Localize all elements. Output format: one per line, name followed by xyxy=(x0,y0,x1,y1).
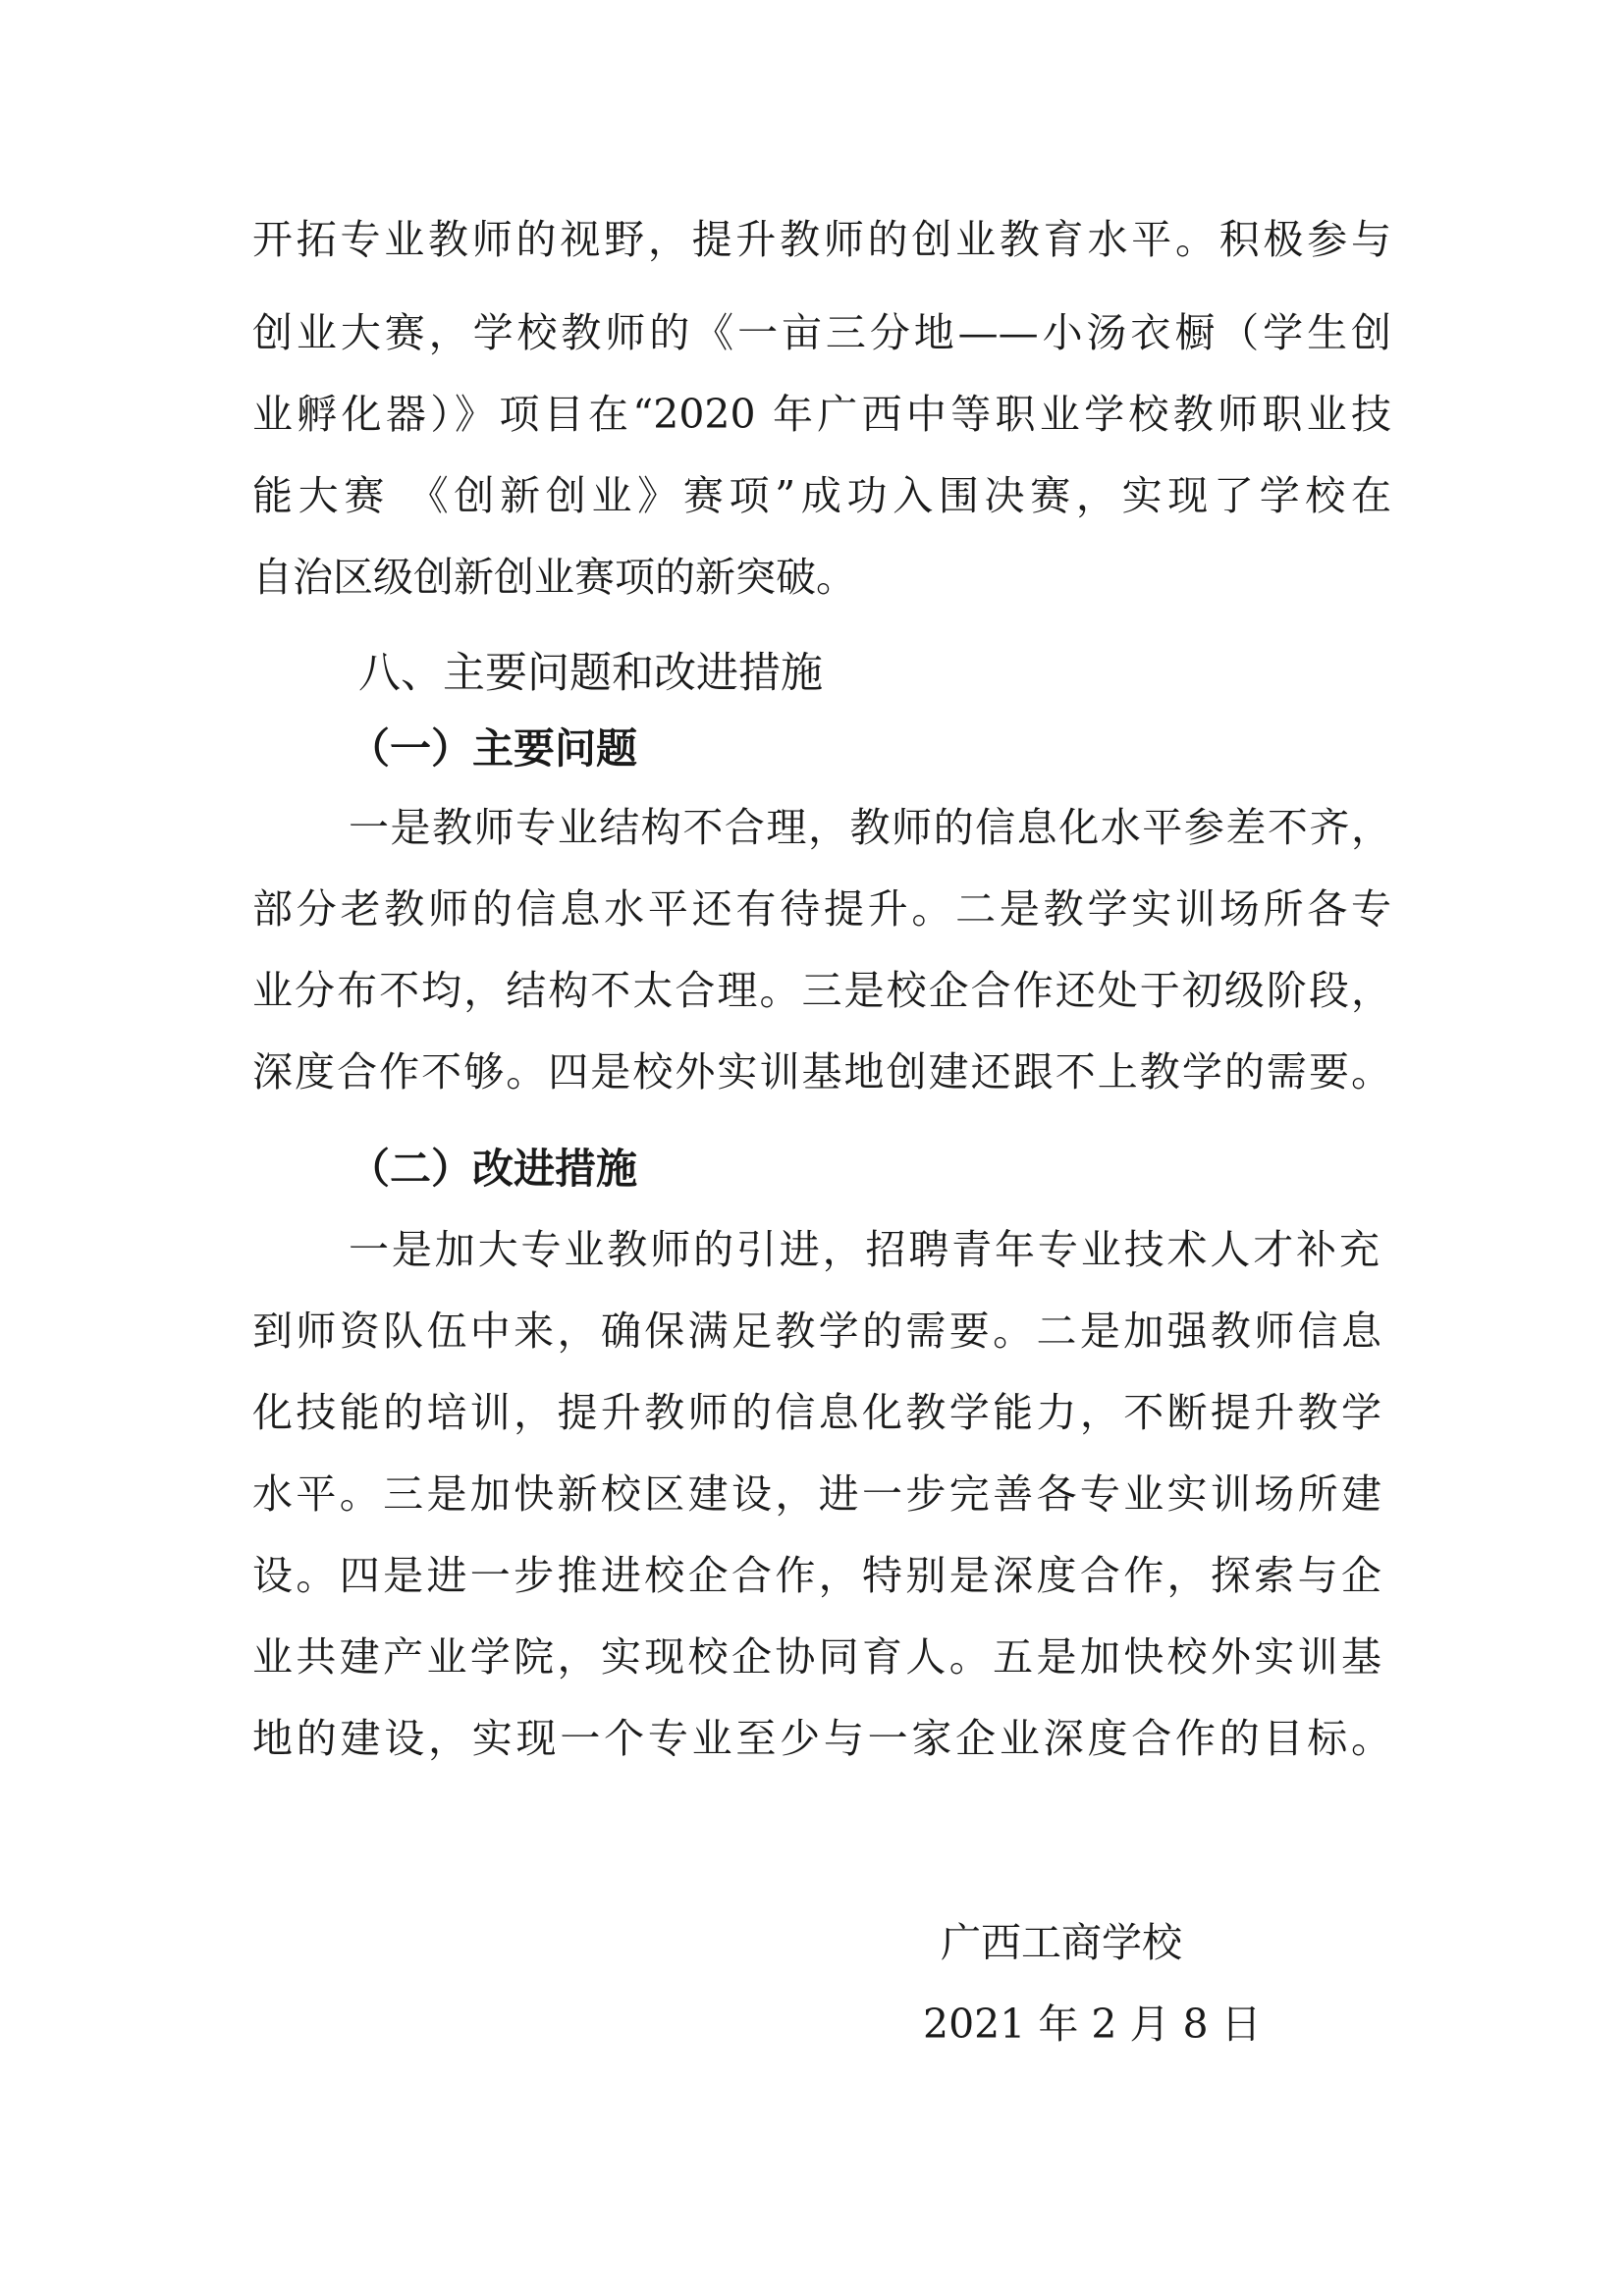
text-line: 到师资队伍中来，确保满足教学的需要。二是加强教师信息 xyxy=(252,1308,1381,1355)
subsection-title-measures: （二）改进措施 xyxy=(349,1145,638,1193)
text-line: 业共建产业学院，实现校企协同育人。五是加快校外实训基 xyxy=(252,1633,1381,1681)
text-line: 水平。三是加快新校区建设，进一步完善各专业实训场所建 xyxy=(252,1470,1381,1518)
text-line: 部分老教师的信息水平还有待提升。二是教学实训场所各专 xyxy=(252,885,1391,933)
text-line: 自治区级创新创业赛项的新突破。 xyxy=(252,554,856,601)
text-line: 设。四是进一步推进校企合作，特别是深度合作，探索与企 xyxy=(252,1552,1381,1599)
text-line: 一是加大专业教师的引进，招聘青年专业技术人才补充 xyxy=(349,1226,1380,1273)
text-line: 业分布不均，结构不太合理。三是校企合作还处于初级阶段， xyxy=(252,967,1391,1014)
text-line: 深度合作不够。四是校外实训基地创建还跟不上教学的需要。 xyxy=(252,1048,1391,1095)
text-line: 开拓专业教师的视野，提升教师的创业教育水平。积极参与 xyxy=(252,216,1391,263)
text-line: 一是教师专业结构不合理，教师的信息化水平参差不齐， xyxy=(349,804,1391,851)
text-line: 能大赛 《创新创业》赛项”成功入围决赛，实现了学校在 xyxy=(252,472,1391,519)
text-line: 创业大赛，学校教师的《一亩三分地——小汤衣橱（学生创 xyxy=(252,309,1391,356)
text-line: 业孵化器）》项目在“2020 年广西中等职业学校教师职业技 xyxy=(252,391,1391,438)
text-line: 地的建设，实现一个专业至少与一家企业深度合作的目标。 xyxy=(252,1715,1391,1762)
signature-date: 2021 年 2 月 8 日 xyxy=(923,2001,1262,2048)
section-title: 八、主要问题和改进措施 xyxy=(358,649,823,698)
signature-organization: 广西工商学校 xyxy=(941,1919,1182,1966)
subsection-title-problems: （一）主要问题 xyxy=(349,724,638,773)
text-line: 化技能的培训，提升教师的信息化教学能力，不断提升教学 xyxy=(252,1389,1381,1436)
